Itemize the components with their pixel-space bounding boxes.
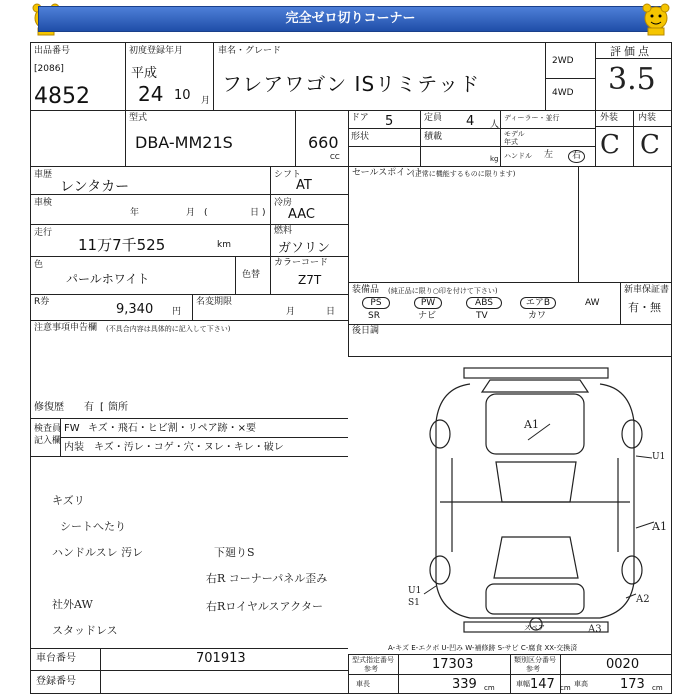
handle-label: ハンドル [504,152,532,160]
damage-mark-u1-rear: U1 [408,586,422,596]
check-interior-head: 内装 [64,442,84,453]
registration-year: 24 [138,82,164,106]
registration-era: 平成 [131,66,158,81]
equip-sr: SR [368,311,380,321]
repair-bracket: [ [100,402,104,413]
exterior-label: 外装 [600,113,619,123]
mileage-value: 11万7千525 [78,236,166,254]
handle-right-circled: 右 [568,150,585,163]
length-unit: cm [484,684,495,692]
vehicle-no-value: 701913 [196,651,246,666]
equipment-label: 装備品 [352,285,380,295]
name-change-day: 日 [326,307,336,317]
length-label: 車長 [356,680,370,688]
vehicle-no-label: 車台番号 [36,653,76,664]
repair-place: 箇所 [108,402,128,413]
sales-point-label: セールスポイント [352,168,424,178]
page-header-title: 完全ゼロ切りコーナー [38,6,663,32]
width-value: 147 [530,677,555,692]
note-line-6: 下廻りS [214,546,255,559]
type-spec-value: 17303 [432,657,474,672]
type-spec-sub: 参考 [364,665,378,673]
class-no-label: 類別区分番号 [514,656,556,664]
registration-label: 初度登録年月 [129,46,184,56]
reg-no-label: 登録番号 [36,676,76,687]
repair-label: 修復歴 [34,402,64,413]
new-car-warranty-value: 有・無 [628,301,661,314]
class-no-value: 0020 [606,657,640,672]
model-year-label-1: モデル [504,130,525,138]
lot-number: 4852 [34,84,90,109]
name-change-month: 月 [286,307,296,317]
note-line-8: 右Rロイヤルスアクター [206,600,323,613]
note-line-3: ハンドルスレ 汚レ [52,546,144,559]
lot-sub-code: [2086] [34,64,64,74]
recycle-label: R券 [34,297,50,307]
mileage-label: 走行 [34,228,53,238]
equip-aw: AW [585,298,600,308]
damage-legend: A-キズ E-エクボ U-凹み W-補修跡 S-サビ C-腐食 XX-交換済 [388,644,578,652]
check-fw-head: FW [64,423,80,434]
interior-grade: C [640,130,660,160]
height-label: 車高 [574,680,588,688]
history-label: 車歴 [34,170,53,180]
interior-label: 内装 [638,113,657,123]
equip-abs: ABS [466,297,502,309]
repair-value: 有 [84,402,94,413]
damage-mark-u1-right: U1 [652,452,666,462]
load-unit: kg [490,155,499,163]
history-value: レンタカー [60,179,130,195]
damage-mark-a1-top: A1 [524,418,539,431]
sales-point-hint: (正常に機能するものに限ります) [412,170,516,178]
capacity-value: 4 [466,114,475,129]
car-name: フレアワゴン ISリミテッド [222,72,481,96]
drive-2wd: 2WD [552,56,574,66]
note-line-1: キズリ [52,494,85,507]
damage-mark-a3-rear: A3 [588,624,602,635]
color-code-label: カラーコード [274,258,329,268]
model-value: DBA-MM21S [135,133,233,152]
note-line-7: 右R コーナーパネル歪み [206,572,328,585]
ac-value: AAC [288,207,315,222]
exterior-grade: C [600,130,620,160]
recycle-unit: 円 [172,307,182,317]
note-line-2: シートへたり [60,520,126,533]
ac-label: 冷房 [274,198,293,208]
damage-mark-a2-rear: A2 [636,594,650,605]
equip-leather: カワ [528,311,547,321]
load-label: 積載 [424,132,443,142]
inspection-day: 日 [250,208,260,218]
shift-label: シフト [274,170,302,180]
car-name-label: 車名・グレード [218,46,282,56]
fuel-value: ガソリン [278,241,331,256]
equipment-hint: (純正品に限り○印を付けて下さい) [388,287,498,295]
name-change-label: 名変期限 [196,297,233,307]
dealer-label: ディーラー・並行 [504,114,560,122]
car-damage-diagram [400,362,672,640]
inspection-month: 月 [186,208,196,218]
inspector-label-2: 記入欄 [34,436,62,446]
class-no-sub: 参考 [526,665,540,673]
shape-label: 形状 [351,132,370,142]
spare-label: スペア [524,624,545,632]
type-spec-label: 型式指定番号 [352,656,394,664]
score-label: 評価点 [610,45,652,58]
owner-label: 後日調 [352,326,380,336]
color-value: パールホワイト [66,272,150,286]
inspection-open: ( [204,208,208,218]
mileage-unit: km [217,240,231,250]
color-change-label: 色替 [242,270,261,280]
check-fw-items: キズ・飛石・ヒビ割・リペア跡・×要 [88,423,256,434]
equip-navi: ナビ [418,311,437,321]
width-label: 車幅 [516,680,530,688]
registration-month-unit: 月 [201,96,211,106]
score-value: 3.5 [608,62,656,97]
cc-unit: CC [330,153,340,161]
capacity-unit: 人 [490,120,500,130]
width-unit: cm [560,684,571,692]
check-interior-items: キズ・汚レ・コゲ・穴・ヌレ・キレ・破レ [94,442,284,453]
capacity-label: 定員 [424,113,443,123]
damage-mark-s1-rear: S1 [408,598,420,608]
cc-value: 660 [308,133,339,152]
fuel-label: 燃料 [274,226,293,236]
note-line-4: 社外AW [52,598,93,611]
model-year-label-2: 年式 [504,138,518,146]
notes-hint: (不具合内容は具体的に記入して下さい) [106,325,231,333]
doors-label: ドア [351,113,369,123]
color-label: 色 [34,260,44,270]
lot-label: 出品番号 [34,46,71,56]
mascot-right-icon [640,2,672,36]
height-value: 173 [620,677,645,692]
damage-mark-a1-right: A1 [652,520,667,533]
inspection-close: ) [262,208,266,218]
equip-tv: TV [476,311,488,321]
equip-airbag: エアB [520,297,556,309]
equip-ps: PS [362,297,390,309]
inspector-label-1: 検査員 [34,424,62,434]
note-line-5: スタッドレス [52,624,118,637]
height-unit: cm [652,684,663,692]
color-code: Z7T [298,273,322,287]
handle-left: 左 [544,150,554,160]
handle-right [568,150,585,163]
inspection-label: 車検 [34,198,53,208]
equip-pw: PW [414,297,442,309]
doors-value: 5 [385,114,394,129]
length-value: 339 [452,677,477,692]
new-car-warranty-label: 新車保証書 [624,285,670,295]
inspection-year: 年 [130,208,140,218]
drive-4wd: 4WD [552,88,574,98]
recycle-value: 9,340 [116,302,154,317]
registration-month: 10 [174,88,191,103]
model-label: 型式 [129,113,148,123]
shift-value: AT [296,178,312,193]
notes-label: 注意事項申告欄 [34,323,98,333]
